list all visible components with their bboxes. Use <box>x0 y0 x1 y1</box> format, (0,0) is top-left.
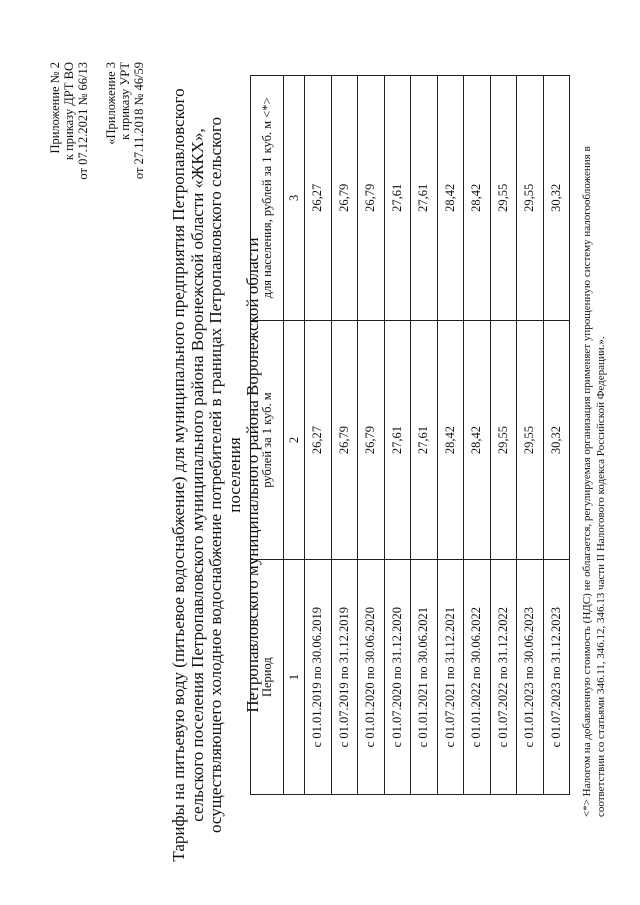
period-cell: с 01.07.2021 по 31.12.2021 <box>437 560 464 795</box>
column-number-row <box>284 76 305 795</box>
table-row <box>543 76 570 795</box>
table-row <box>517 76 544 795</box>
rate-cell: 28,42 <box>437 320 464 560</box>
population-rate-cell: 27,61 <box>384 76 411 321</box>
annex-2-line1: Приложение № 2 <box>48 62 62 154</box>
period-cell: с 01.01.2019 по 30.06.2019 <box>305 560 332 795</box>
table-row <box>331 76 358 795</box>
table-row <box>305 76 332 795</box>
population-rate-cell: 28,42 <box>437 76 464 321</box>
population-rate-cell: 27,61 <box>411 76 438 321</box>
table-row <box>411 76 438 795</box>
period-cell: с 01.01.2023 по 30.06.2023 <box>517 560 544 795</box>
population-rate-cell: 26,27 <box>305 76 332 321</box>
title-line4: Петропавловского муниципального района Воронежской области <box>243 237 262 713</box>
table-row <box>464 76 491 795</box>
annex-2-line2: к приказу ДРТ ВО <box>62 62 76 161</box>
annex-3-line2: к приказу УРТ <box>118 62 132 140</box>
population-rate-cell: 30,32 <box>543 76 570 321</box>
table-header-row <box>251 76 284 795</box>
annex-2-header <box>48 62 90 180</box>
annex-3-line3: от 27.11.2018 № 46/59 <box>132 62 146 180</box>
footnote-line1: <*> Налогом на добавленную стоимость (НДС) не облагается, регулируемая организация применяет упрощенную систему налогообложения в <box>581 146 593 817</box>
tariff-table <box>250 75 570 795</box>
period-cell: с 01.07.2019 по 31.12.2019 <box>331 560 358 795</box>
table-row <box>358 76 385 795</box>
population-rate-cell: 26,79 <box>331 76 358 321</box>
rate-cell: 28,42 <box>464 320 491 560</box>
column-number: 1 <box>284 560 305 795</box>
rate-cell: 27,61 <box>384 320 411 560</box>
population-rate-cell: 28,42 <box>464 76 491 321</box>
column-number: 2 <box>284 320 305 560</box>
header-population-rate: для населения, рублей за 1 куб. м <*> <box>251 76 284 321</box>
rate-cell: 30,32 <box>543 320 570 560</box>
period-cell: с 01.01.2020 по 30.06.2020 <box>358 560 385 795</box>
document-title <box>170 85 263 865</box>
footnote <box>580 47 608 817</box>
period-cell: с 01.07.2023 по 31.12.2023 <box>543 560 570 795</box>
population-rate-cell: 29,55 <box>517 76 544 321</box>
period-cell: с 01.01.2021 по 30.06.2021 <box>411 560 438 795</box>
rate-cell: 27,61 <box>411 320 438 560</box>
title-line1: Тарифы на питьевую воду (питьевое водоснабжение) для муниципального предприятия Петропавловского <box>169 88 188 862</box>
annex-3-header <box>104 62 146 179</box>
period-cell: с 01.07.2022 по 31.12.2022 <box>490 560 517 795</box>
period-cell: с 01.01.2022 по 30.06.2022 <box>464 560 491 795</box>
table-row <box>384 76 411 795</box>
rate-cell: 29,55 <box>490 320 517 560</box>
rate-cell: 29,55 <box>517 320 544 560</box>
rate-cell: 26,27 <box>305 320 332 560</box>
population-rate-cell: 26,79 <box>358 76 385 321</box>
population-rate-cell: 29,55 <box>490 76 517 321</box>
annex-2-line3: от 07.12.2021 № 66/13 <box>76 62 90 180</box>
header-period: Период <box>251 560 284 795</box>
table-row <box>437 76 464 795</box>
footnote-line2: соответствии со статьями 346.11, 346.12, 346.13 части II Налогового кодекса Российской Федерации.». <box>595 336 607 817</box>
period-cell: с 01.07.2020 по 31.12.2020 <box>384 560 411 795</box>
title-line2: сельского поселения Петропавловского муниципального района Воронежской области «ЖКХ», <box>187 128 207 822</box>
rate-cell: 26,79 <box>331 320 358 560</box>
table-row <box>490 76 517 795</box>
title-line3: осуществляющего холодное водоснабжение потребителей в границах Петропавловского сельского поселения <box>206 117 244 833</box>
annex-3-line1: «Приложение 3 <box>104 62 118 145</box>
rate-cell: 26,79 <box>358 320 385 560</box>
column-number: 3 <box>284 76 305 321</box>
header-rate: рублей за 1 куб. м <box>251 320 284 560</box>
